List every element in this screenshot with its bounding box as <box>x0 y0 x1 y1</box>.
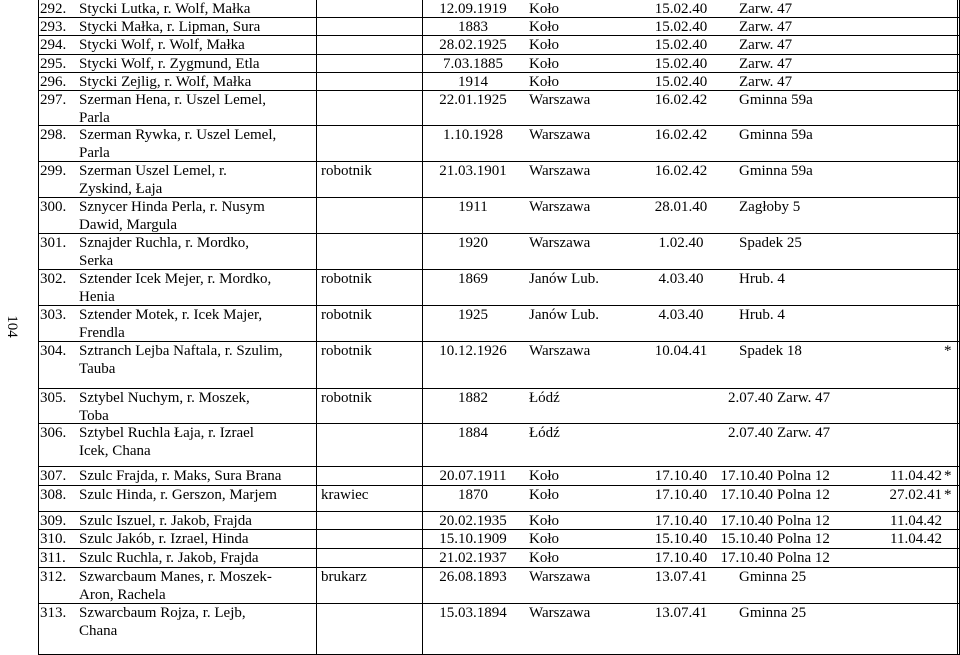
birth-place: Warszawa <box>529 92 591 108</box>
birth-place: Koło <box>529 74 559 90</box>
address: Polna 12 <box>777 487 830 503</box>
occupation: brukarz <box>321 569 367 585</box>
birth-place: Warszawa <box>529 235 591 251</box>
registration-date: 17.10.40 <box>654 468 708 484</box>
departure-date: 11.04.42 <box>890 513 942 529</box>
registration-date: 15.02.40 <box>654 56 708 72</box>
registration-date: 28.01.40 <box>654 199 708 215</box>
person-name: Szerman Hena, r. Uszel Lemel, <box>79 92 267 108</box>
table-row <box>38 467 960 486</box>
table-row <box>38 306 960 342</box>
birth-place: Warszawa <box>529 199 591 215</box>
birth-date: 21.03.1901 <box>439 163 507 179</box>
arrival-date: 17.10.40 <box>720 513 773 529</box>
departure-date: 11.04.42 <box>890 468 942 484</box>
row-number: 298. <box>40 127 67 143</box>
birth-place: Koło <box>529 513 559 529</box>
person-name-continued: Chana <box>79 623 118 639</box>
person-name-continued: Toba <box>79 408 109 424</box>
person-name: Sznycer Hinda Perla, r. Nusym <box>79 199 265 215</box>
row-number: 304. <box>40 343 67 359</box>
registration-date: 15.02.40 <box>654 37 708 53</box>
birth-date: 22.01.1925 <box>439 92 507 108</box>
registration-date: 13.07.41 <box>654 605 708 621</box>
birth-place: Warszawa <box>529 605 591 621</box>
table-row <box>38 604 960 655</box>
arrival-date: 17.10.40 <box>720 468 773 484</box>
row-number: 311. <box>40 550 66 566</box>
registration-date: 4.03.40 <box>658 271 704 287</box>
birth-place: Koło <box>529 1 559 17</box>
registration-date: 16.02.42 <box>654 127 708 143</box>
birth-date: 1.10.1928 <box>443 127 503 143</box>
birth-date: 15.03.1894 <box>439 605 507 621</box>
birth-date: 1870 <box>458 487 488 503</box>
birth-place: Warszawa <box>529 569 591 585</box>
registration-date: 17.10.40 <box>654 550 708 566</box>
person-name: Stycki Wolf, r. Zygmund, Etla <box>79 56 260 72</box>
registration-date: 10.04.41 <box>654 343 708 359</box>
birth-date: 26.08.1893 <box>439 569 507 585</box>
table-row <box>38 18 960 36</box>
person-name: Sztybel Nuchym, r. Moszek, <box>79 390 250 406</box>
table-row <box>38 55 960 73</box>
address: Polna 12 <box>777 468 830 484</box>
birth-date: 21.02.1937 <box>439 550 507 566</box>
person-name: Stycki Wolf, r. Wolf, Małka <box>79 37 245 53</box>
row-number: 305. <box>40 390 67 406</box>
address: Zarw. 47 <box>777 425 831 441</box>
birth-date: 1911 <box>458 199 488 215</box>
address: Hrub. 4 <box>739 307 785 323</box>
registration-date: 1.02.40 <box>658 235 704 251</box>
person-name-continued: Henia <box>79 289 115 305</box>
arrival-date: 17.10.40 <box>720 550 773 566</box>
address: Hrub. 4 <box>739 271 785 287</box>
birth-date: 10.12.1926 <box>439 343 507 359</box>
birth-date: 1925 <box>458 307 488 323</box>
person-name: Szulc Jakób, r. Izrael, Hinda <box>79 531 249 547</box>
address: Zagłoby 5 <box>739 199 801 215</box>
birth-place: Warszawa <box>529 343 591 359</box>
address: Zarw. 47 <box>739 1 793 17</box>
asterisk-mark: * <box>944 487 952 503</box>
birth-place: Łódź <box>529 425 560 441</box>
registration-date: 13.07.41 <box>654 569 708 585</box>
person-name: Szerman Rywka, r. Uszel Lemel, <box>79 127 277 143</box>
birth-place: Janów Lub. <box>529 307 599 323</box>
birth-date: 28.02.1925 <box>439 37 507 53</box>
row-number: 302. <box>40 271 67 287</box>
person-name: Szulc Iszuel, r. Jakob, Frajda <box>79 513 252 529</box>
asterisk-mark: * <box>944 468 952 484</box>
address: Spadek 25 <box>739 235 802 251</box>
row-number: 310. <box>40 531 67 547</box>
asterisk-mark: * <box>944 343 952 359</box>
registration-date: 16.02.42 <box>654 92 708 108</box>
arrival-date: 2.07.40 <box>728 390 773 406</box>
registration-date: 17.10.40 <box>654 513 708 529</box>
row-number: 292. <box>40 1 67 17</box>
occupation: robotnik <box>321 343 372 359</box>
row-number: 297. <box>40 92 67 108</box>
row-number: 307. <box>40 468 67 484</box>
birth-date: 12.09.1919 <box>439 1 507 17</box>
birth-date: 1920 <box>458 235 488 251</box>
birth-date: 1882 <box>458 390 488 406</box>
address: Zarw. 47 <box>739 19 793 35</box>
table-row <box>38 126 960 162</box>
person-name: Stycki Zejlig, r. Wolf, Małka <box>79 74 252 90</box>
departure-date: 27.02.41 <box>889 487 942 503</box>
birth-place: Koło <box>529 550 559 566</box>
birth-place: Koło <box>529 531 559 547</box>
address: Gminna 59a <box>739 92 813 108</box>
table-row <box>38 424 960 467</box>
table-row <box>38 198 960 234</box>
birth-place: Łódź <box>529 390 560 406</box>
person-name: Szulc Frajda, r. Maks, Sura Brana <box>79 468 282 484</box>
registration-date: 15.02.40 <box>654 74 708 90</box>
address: Zarw. 47 <box>739 37 793 53</box>
table-row <box>38 73 960 91</box>
registration-date: 4.03.40 <box>658 307 704 323</box>
table-row <box>38 512 960 530</box>
registration-date: 17.10.40 <box>654 487 708 503</box>
person-name-continued: Parla <box>79 110 110 126</box>
row-number: 295. <box>40 56 67 72</box>
table-row <box>38 234 960 270</box>
table-row <box>38 530 960 549</box>
address: Zarw. 47 <box>739 74 793 90</box>
row-number: 301. <box>40 235 67 251</box>
person-name: Stycki Małka, r. Lipman, Sura <box>79 19 261 35</box>
birth-date: 15.10.1909 <box>439 531 507 547</box>
birth-place: Koło <box>529 487 559 503</box>
birth-place: Warszawa <box>529 163 591 179</box>
occupation: robotnik <box>321 271 372 287</box>
person-name: Sztybel Ruchla Łaja, r. Izrael <box>79 425 254 441</box>
person-name: Szulc Ruchla, r. Jakob, Frajda <box>79 550 259 566</box>
registration-date: 16.02.42 <box>654 163 708 179</box>
table-row <box>38 389 960 424</box>
person-name: Sztender Motek, r. Icek Majer, <box>79 307 263 323</box>
person-name-continued: Parla <box>79 145 110 161</box>
address: Zarw. 47 <box>777 390 831 406</box>
row-number: 296. <box>40 74 67 90</box>
birth-place: Koło <box>529 468 559 484</box>
row-number: 299. <box>40 163 67 179</box>
address: Polna 12 <box>777 531 830 547</box>
row-number: 300. <box>40 199 67 215</box>
row-number: 306. <box>40 425 67 441</box>
row-number: 303. <box>40 307 67 323</box>
person-name-continued: Serka <box>79 253 114 269</box>
row-number: 293. <box>40 19 67 35</box>
person-name: Sznajder Ruchla, r. Mordko, <box>79 235 249 251</box>
birth-place: Koło <box>529 56 559 72</box>
person-name-continued: Frendla <box>79 325 125 341</box>
birth-date: 1884 <box>458 425 488 441</box>
birth-date: 7.03.1885 <box>443 56 503 72</box>
address: Zarw. 47 <box>739 56 793 72</box>
occupation: krawiec <box>321 487 369 503</box>
birth-place: Warszawa <box>529 127 591 143</box>
address: Gminna 25 <box>739 569 807 585</box>
arrival-date: 2.07.40 <box>728 425 773 441</box>
birth-date: 20.07.1911 <box>439 468 507 484</box>
address: Gminna 25 <box>739 605 807 621</box>
person-name: Szwarcbaum Rojza, r. Lejb, <box>79 605 246 621</box>
birth-date: 20.02.1935 <box>439 513 507 529</box>
birth-place: Janów Lub. <box>529 271 599 287</box>
registration-date: 15.02.40 <box>654 1 708 17</box>
row-number: 309. <box>40 513 67 529</box>
page-number: 104 <box>3 314 20 338</box>
person-name: Stycki Lutka, r. Wolf, Małka <box>79 1 251 17</box>
person-name-continued: Aron, Rachela <box>79 587 166 603</box>
person-name-continued: Zyskind, Łaja <box>79 181 163 197</box>
address: Spadek 18 <box>739 343 802 359</box>
address: Gminna 59a <box>739 163 813 179</box>
person-name: Szwarcbaum Manes, r. Moszek- <box>79 569 272 585</box>
birth-place: Koło <box>529 37 559 53</box>
table-row <box>38 342 960 389</box>
table-row <box>38 568 960 604</box>
occupation: robotnik <box>321 163 372 179</box>
registration-date: 15.10.40 <box>654 531 708 547</box>
person-name-continued: Icek, Chana <box>79 443 151 459</box>
table-row <box>38 549 960 568</box>
address: Polna 12 <box>777 550 830 566</box>
person-name-continued: Tauba <box>79 361 116 377</box>
row-number: 308. <box>40 487 67 503</box>
registration-date: 15.02.40 <box>654 19 708 35</box>
arrival-date: 15.10.40 <box>720 531 773 547</box>
person-name: Szulc Hinda, r. Gerszon, Marjem <box>79 487 277 503</box>
records-table <box>38 0 960 655</box>
table-row <box>38 486 960 512</box>
person-name: Szerman Uszel Lemel, r. <box>79 163 227 179</box>
occupation: robotnik <box>321 390 372 406</box>
address: Polna 12 <box>777 513 830 529</box>
table-row <box>38 36 960 55</box>
birth-date: 1914 <box>458 74 488 90</box>
departure-date: 11.04.42 <box>890 531 942 547</box>
row-number: 294. <box>40 37 67 53</box>
row-number: 312. <box>40 569 67 585</box>
birth-date: 1869 <box>458 271 488 287</box>
address: Gminna 59a <box>739 127 813 143</box>
birth-place: Koło <box>529 19 559 35</box>
table-row <box>38 270 960 306</box>
occupation: robotnik <box>321 307 372 323</box>
table-row <box>38 0 960 18</box>
birth-date: 1883 <box>458 19 488 35</box>
table-row <box>38 91 960 126</box>
person-name: Sztender Icek Mejer, r. Mordko, <box>79 271 272 287</box>
row-number: 313. <box>40 605 67 621</box>
person-name-continued: Dawid, Margula <box>79 217 178 233</box>
person-name: Sztranch Lejba Naftala, r. Szulim, <box>79 343 283 359</box>
arrival-date: 17.10.40 <box>720 487 773 503</box>
table-row <box>38 162 960 198</box>
